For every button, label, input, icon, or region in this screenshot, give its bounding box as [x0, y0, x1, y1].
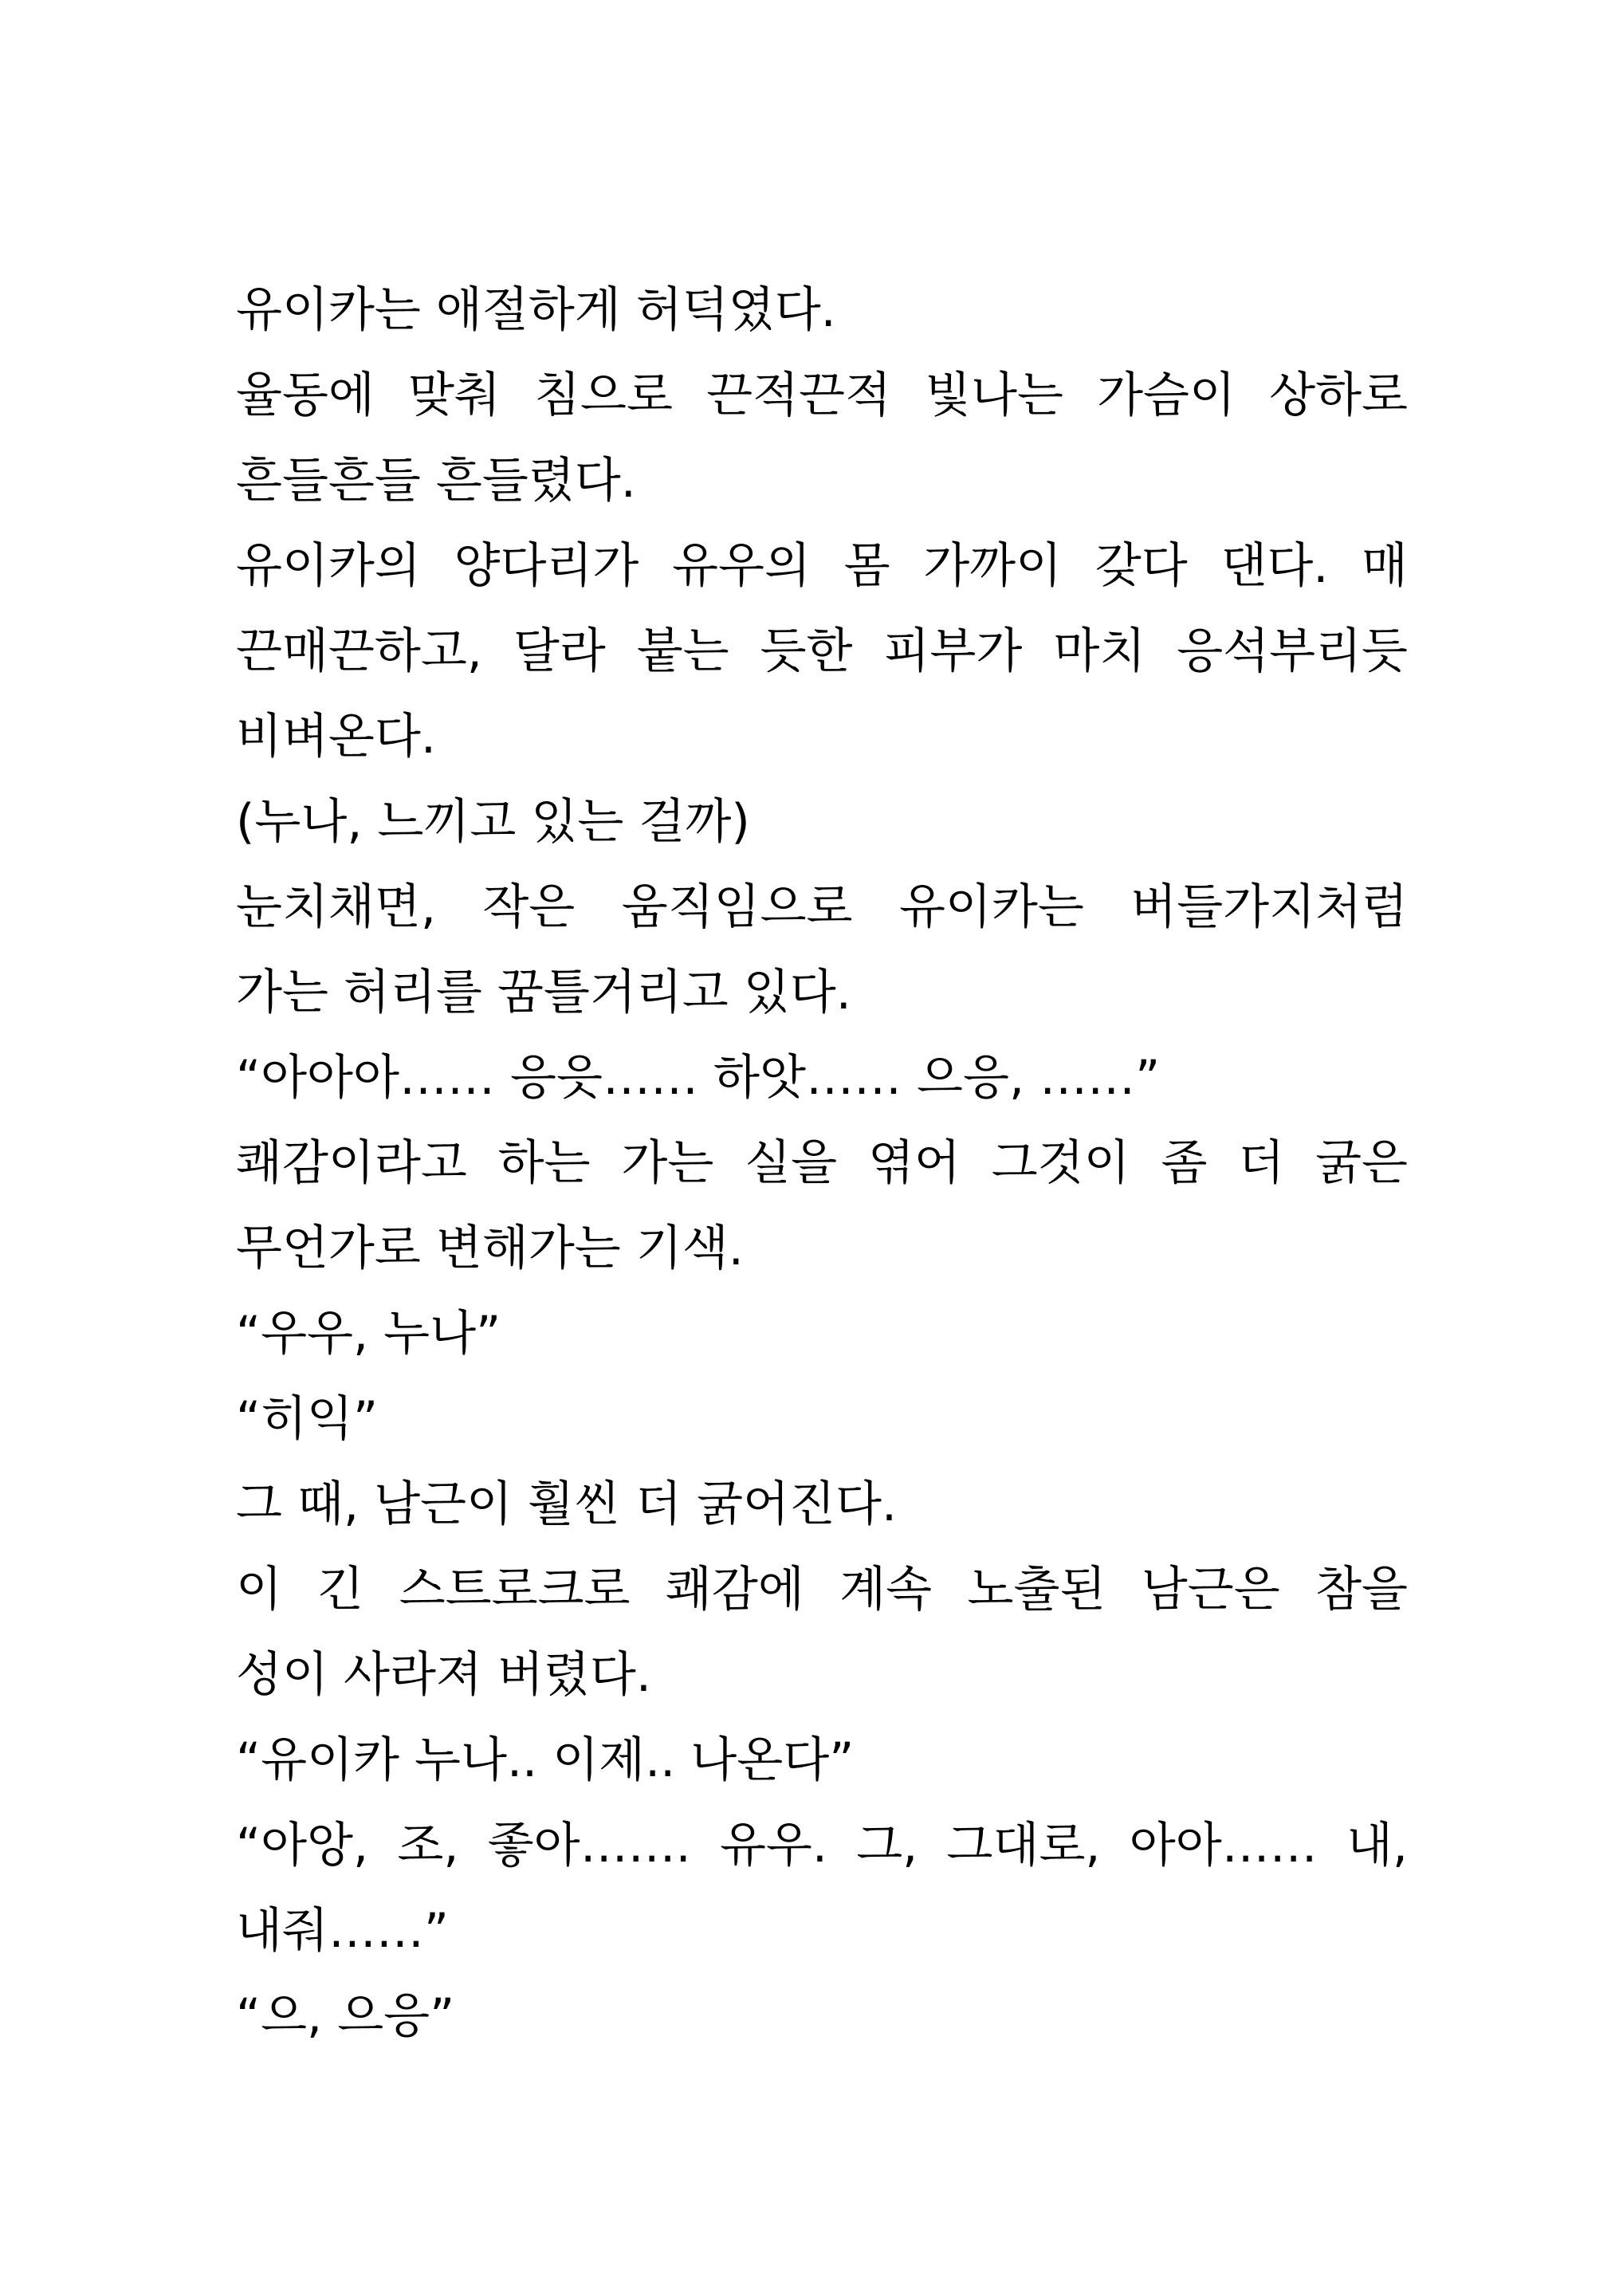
- text-line-6: 비벼온다.: [236, 709, 436, 765]
- text-line-7: (누나, 느끼고 있는 걸까): [236, 794, 750, 850]
- text-line-17: 성이 사라져 버렸다.: [236, 1647, 651, 1703]
- text-line-16: 이 긴 스트로크로 쾌감에 계속 노출된 남근은 참을: [236, 1562, 1408, 1618]
- text-line-2: 율동에 맞춰 침으로 끈적끈적 빛나는 가슴이 상하로: [236, 368, 1408, 423]
- text-line-8: 눈치채면, 작은 움직임으로 유이카는 버들가지처럼: [236, 879, 1408, 935]
- text-line-20: 내줘……”: [236, 1903, 450, 1959]
- text-line-4: 유이카의 양다리가 유우의 몸 가까이 갖다 댄다. 매: [236, 538, 1408, 594]
- text-line-3: 흔들흔들 흔들렸다.: [236, 453, 636, 509]
- text-line-13: “우우, 누나”: [236, 1306, 501, 1362]
- text-line-11: 쾌감이라고 하는 가는 실을 엮어 그것이 좀 더 굵은: [236, 1135, 1408, 1191]
- text-line-12: 무언가로 변해가는 기색.: [236, 1221, 744, 1276]
- text-line-21: “으, 으응”: [236, 1988, 455, 2044]
- text-line-19: “아앙, 조, 좋아……. 유우. 그, 그대로, 아아…… 내,: [236, 1818, 1408, 1873]
- text-line-14: “히익”: [236, 1391, 379, 1447]
- text-line-10: “아아아…… 응읏…… 하앗…… 으응, ……”: [236, 1050, 1161, 1106]
- text-line-15: 그 때, 남근이 훨씬 더 굵어진다.: [236, 1476, 898, 1532]
- body-text: [236, 268, 1408, 2059]
- text-line-1: 유이카는 애절하게 허덕였다.: [236, 282, 836, 338]
- text-line-5: 끈매끈하고, 달라 붙는 듯한 피부가 마치 응석부리듯: [236, 623, 1408, 679]
- text-line-9: 가는 허리를 꿈틀거리고 있다.: [236, 965, 851, 1020]
- text-line-18: “유이카 누나.. 이제.. 나온다”: [236, 1732, 855, 1788]
